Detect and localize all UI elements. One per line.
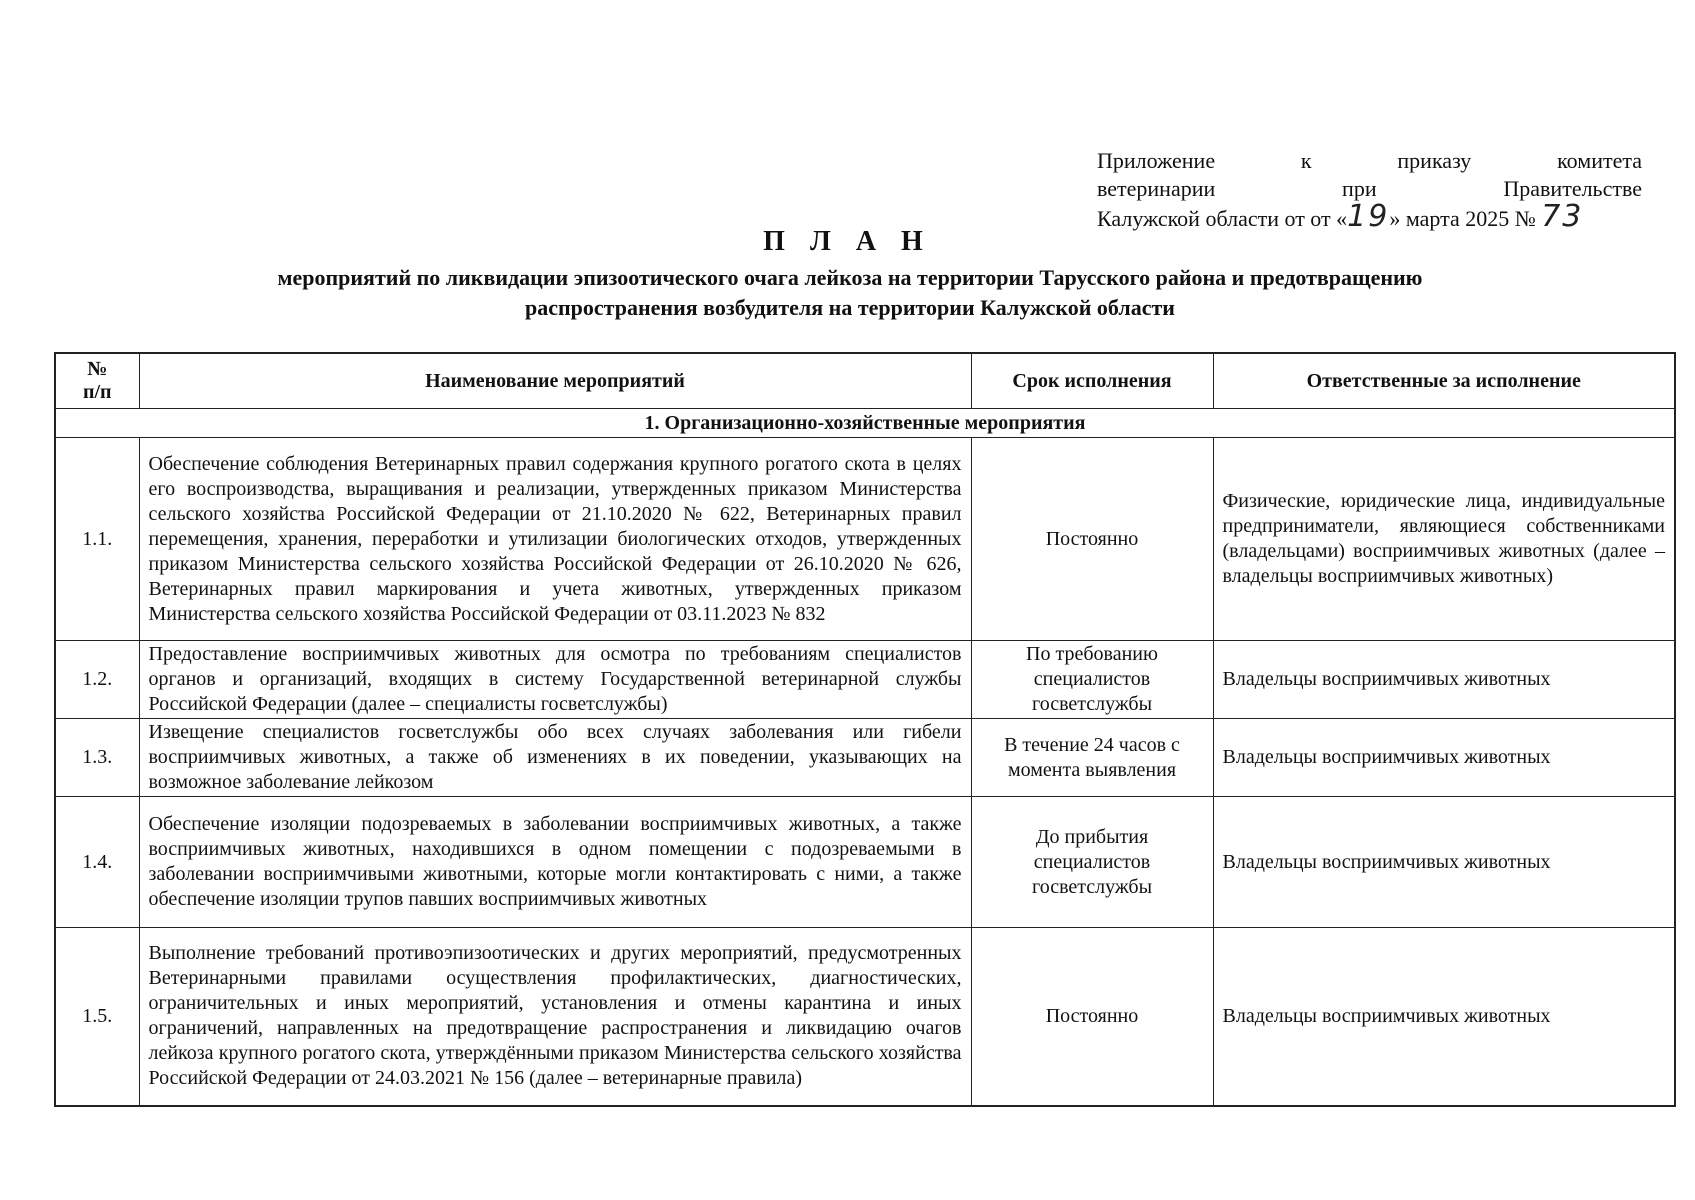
row-term: Постоянно (971, 928, 1213, 1106)
row-num: 1.3. (55, 719, 139, 797)
row-name: Обеспечение изоляции подозреваемых в заболевании восприимчивых животных, а также восприимчивых животных, находившихся в одном помещении с подозреваемыми в заболевании восприимчивыми животными, которые могли контактировать с ними, а также обеспечение изоляции трупов павших восприимчивых животных (139, 797, 971, 928)
appendix-middle: » марта 2025 № (1389, 206, 1542, 231)
header-term: Срок исполнения (971, 353, 1213, 409)
row-responsible: Владельцы восприимчивых животных (1213, 641, 1675, 719)
subtitle-line-2: распространения возбудителя на территории Калужской области (525, 295, 1175, 320)
document-title: П Л А Н (763, 226, 932, 257)
row-name: Предоставление восприимчивых животных для осмотра по требованиям специалистов органов и организаций, входящих в систему Государственной ветеринарной службы Российской Федерации (далее – специалисты госветслужбы) (139, 641, 971, 719)
subtitle-line-1: мероприятий по ликвидации эпизоотического очага лейкоза на территории Тарусского района и предотвращению (277, 265, 1423, 290)
row-num: 1.1. (55, 438, 139, 641)
table-header-row (55, 353, 1675, 409)
header-num (55, 353, 139, 409)
plan-table (54, 352, 1676, 1107)
header-name: Наименование мероприятий (139, 353, 971, 409)
row-name: Выполнение требований противоэпизоотических и других мероприятий, предусмотренных Ветеринарными правилами осуществления профилактических, диагностических, ограничительных и иных мероприятий, установления и отмены карантина и иных ограничений, направленных на предотвращение распространения и ликвидацию очагов лейкоза крупного рогатого скота, утверждёнными приказом Министерства сельского хозяйства Российской Федерации от 24.03.2021 № 156 (далее – ветеринарные правила) (139, 928, 971, 1106)
table-row (55, 719, 1675, 797)
row-num: 1.5. (55, 928, 139, 1106)
section-row (55, 409, 1675, 438)
header-num-line-1: № (87, 358, 108, 380)
section-title: 1. Организационно-хозяйственные мероприятия (55, 409, 1675, 438)
row-term: В течение 24 часов с момента выявления (971, 719, 1213, 797)
row-name: Извещение специалистов госветслужбы обо всех случаях заболевания или гибели восприимчивых животных, а также об изменениях в их поведении, указывающих на возможное заболевание лейкозом (139, 719, 971, 797)
row-term: До прибытия специалистов госветслужбы (971, 797, 1213, 928)
table-row (55, 438, 1675, 641)
header-responsible: Ответственные за исполнение (1213, 353, 1675, 409)
appendix-block (1097, 147, 1642, 233)
row-responsible: Владельцы восприимчивых животных (1213, 797, 1675, 928)
row-num: 1.2. (55, 641, 139, 719)
row-name: Обеспечение соблюдения Ветеринарных правил содержания крупного рогатого скота в целях его воспроизводства, выращивания и реализации, утвержденных приказом Министерства сельского хозяйства Российской Федерации от 21.10.2020 № 622, Ветеринарных правил перемещения, хранения, переработки и утилизации биологических отходов, утвержденных приказом Министерства сельского хозяйства Российской Федерации от 26.10.2020 № 626, Ветеринарных правил маркирования и учета животных, утвержденных приказом Министерства сельского хозяйства Российской Федерации от 03.11.2023 № 832 (139, 438, 971, 641)
appendix-line-2: ветеринарии при Правительстве (1097, 176, 1642, 201)
handwritten-number: 73 (1541, 199, 1584, 234)
row-num: 1.4. (55, 797, 139, 928)
appendix-prefix: Калужской области от от « (1097, 206, 1348, 231)
handwritten-day: 19 (1347, 199, 1390, 234)
header-num-line-2: п/п (82, 381, 112, 403)
row-responsible: Физические, юридические лица, индивидуальные предприниматели, являющиеся собственниками (владельцами) восприимчивых животных (далее – владельцы восприимчивых животных) (1213, 438, 1675, 641)
row-term: Постоянно (971, 438, 1213, 641)
table-row (55, 797, 1675, 928)
table-row (55, 641, 1675, 719)
row-responsible: Владельцы восприимчивых животных (1213, 719, 1675, 797)
row-term: По требованию специалистов госветслужбы (971, 641, 1213, 719)
document-subtitle (100, 263, 1600, 323)
row-responsible: Владельцы восприимчивых животных (1213, 928, 1675, 1106)
table-row (55, 928, 1675, 1106)
appendix-line-1: Приложение к приказу комитета (1097, 148, 1642, 173)
